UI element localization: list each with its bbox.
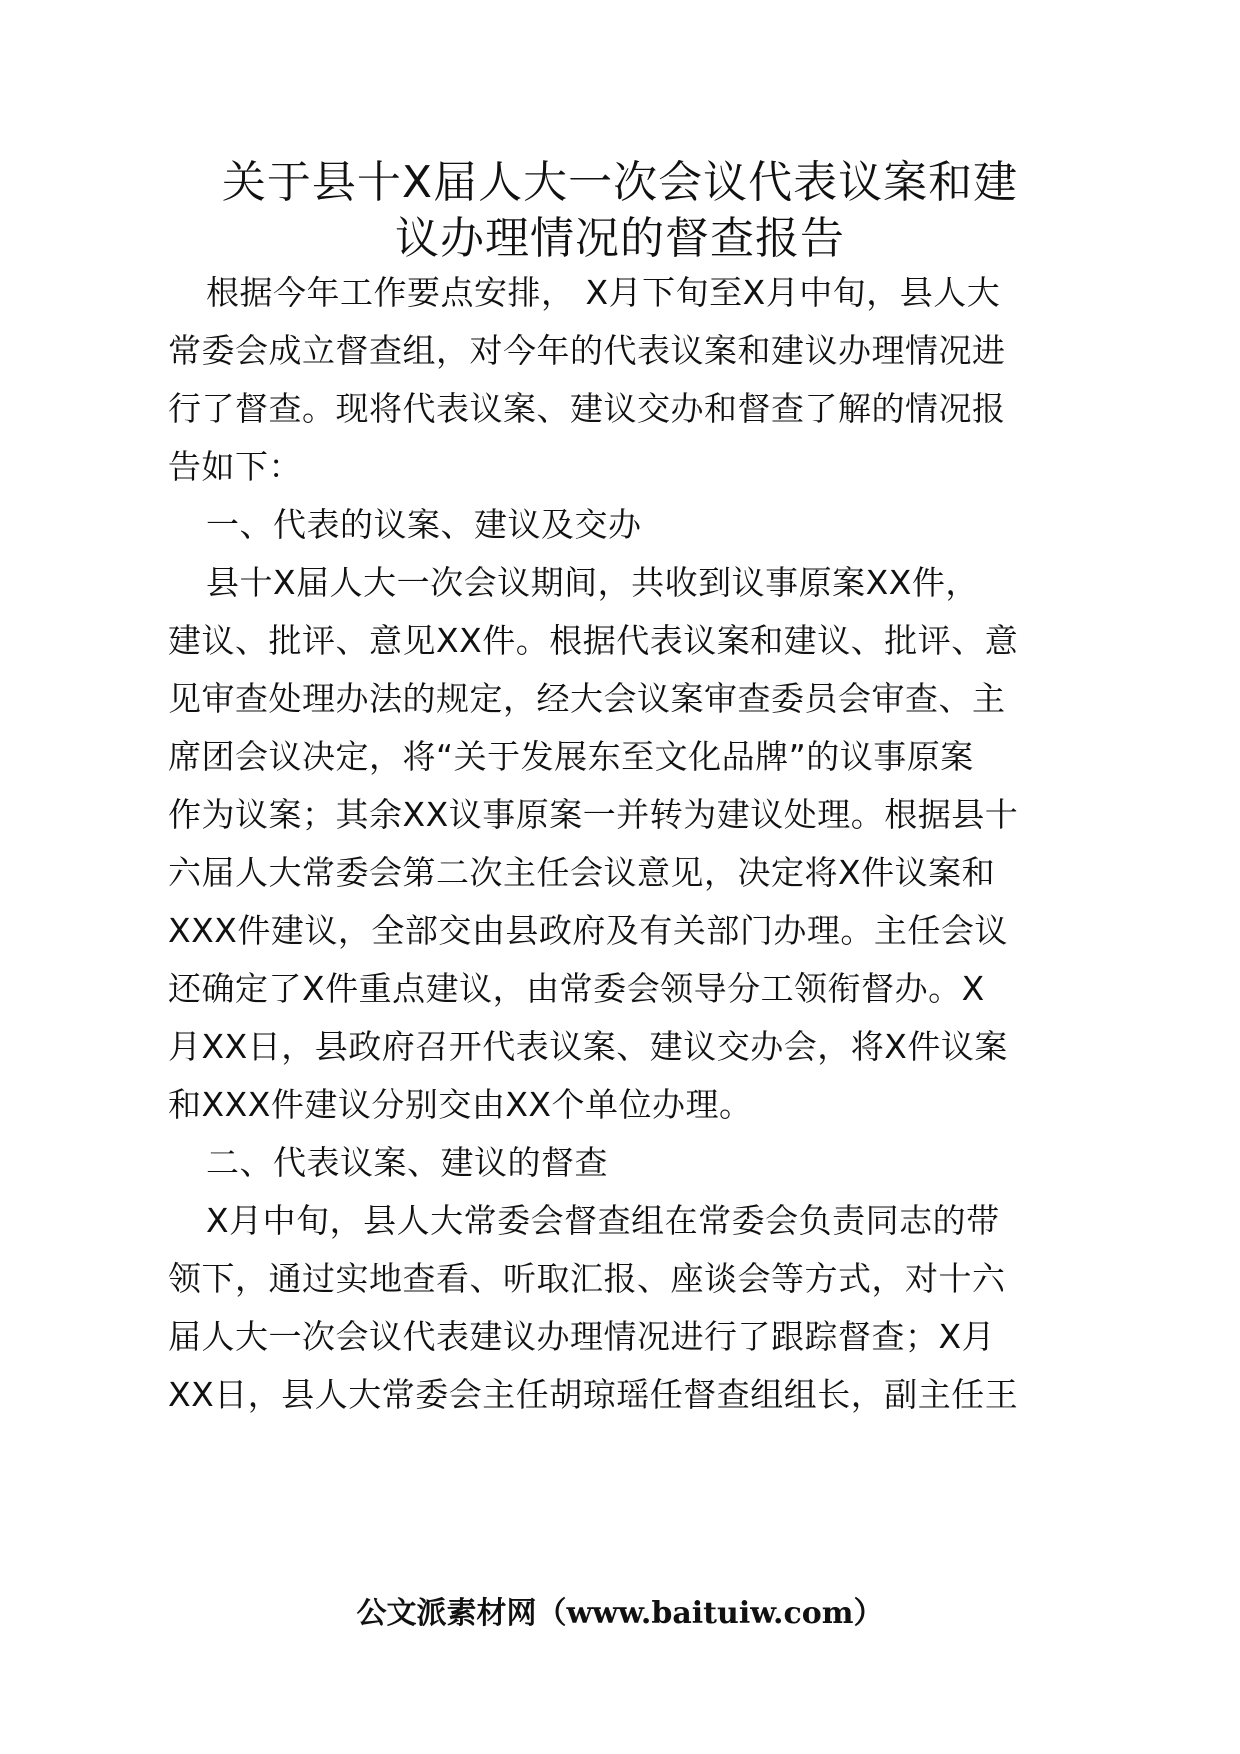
body-line: 见审查处理办法的规定，经大会议案审查委员会审查、主 <box>168 679 1006 718</box>
body-line: 建议、批评、意见XX件。根据代表议案和建议、批评、意 <box>168 621 1019 660</box>
body-line: XXX件建议，全部交由县政府及有关部门办理。主任会议 <box>168 911 1008 950</box>
body-line: 席团会议决定，将“关于发展东至文化品牌”的议事原案 <box>168 737 974 776</box>
body-line: 行了督查。现将代表议案、建议交办和督查了解的情况报 <box>168 389 1006 428</box>
body-line: 县十Ⅹ届人大一次会议期间，共收到议事原案XX件， <box>206 563 979 602</box>
body-line: 六届人大常委会第二次主任会议意见，决定将Ⅹ件议案和 <box>168 853 996 892</box>
section-heading-1: 一、代表的议案、建议及交办 <box>206 505 642 544</box>
body-line: 届人大一次会议代表建议办理情况进行了跟踪督查；Ⅹ月 <box>168 1317 996 1356</box>
body-line: 和XXX件建议分别交由XX个单位办理。 <box>168 1085 753 1124</box>
body-line: 月XX日，县政府召开代表议案、建议交办会，将Ⅹ件议案 <box>168 1027 1008 1066</box>
footer-watermark: 公文派素材网（www.baituiw.com） <box>356 1596 884 1631</box>
document-title-line-1: 关于县十Ⅹ届人大一次会议代表议案和建 <box>221 157 1019 208</box>
body-line: 领下，通过实地查看、听取汇报、座谈会等方式，对十六 <box>168 1259 1006 1298</box>
document-title-line-2: 议办理情况的督查报告 <box>395 213 845 264</box>
section-heading-2: 二、代表议案、建议的督查 <box>206 1143 608 1182</box>
body-line: 作为议案；其余XX议事原案一并转为建议处理。根据县十 <box>168 795 1019 834</box>
body-line: 根据今年工作要点安排， Ⅹ月下旬至Ⅹ月中旬，县人大 <box>206 273 1001 312</box>
body-line: 常委会成立督查组，对今年的代表议案和建议办理情况进 <box>168 331 1006 370</box>
body-line: Ⅹ月中旬，县人大常委会督查组在常委会负责同志的带 <box>206 1201 1000 1240</box>
body-line: 还确定了Ⅹ件重点建议，由常委会领导分工领衔督办。Ⅹ <box>168 969 985 1008</box>
body-line: 告如下： <box>168 447 302 486</box>
body-line: XX日，县人大常委会主任胡琼瑶任督查组组长，副主任王 <box>168 1375 1019 1414</box>
